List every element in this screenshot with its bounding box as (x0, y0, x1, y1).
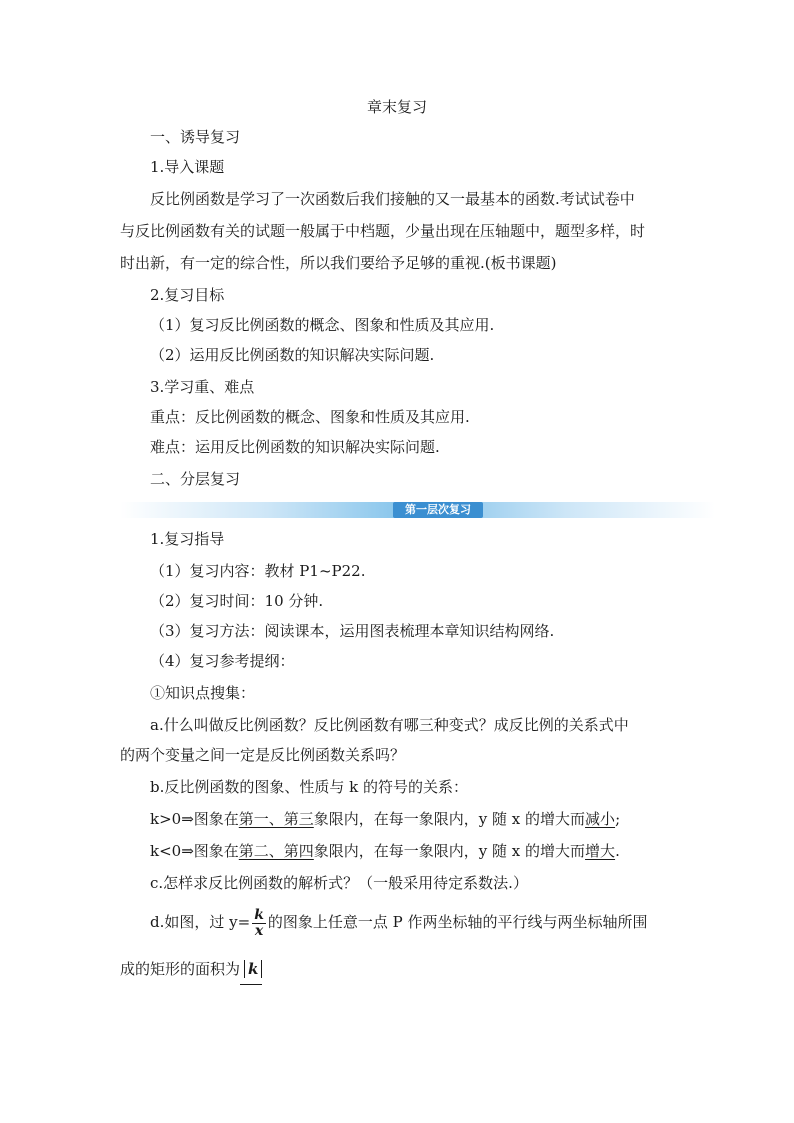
goal-item: （1）复习反比例函数的概念、图象和性质及其应用. (150, 316, 495, 334)
guide-item: （1）复习内容：教材 P1~P22. (150, 562, 366, 580)
subsection-heading: 1.复习指导 (150, 530, 225, 548)
question-c: c.怎样求反比例函数的解析式？（一般采用待定系数法.） (150, 874, 528, 892)
answer-blank (240, 958, 262, 985)
key-point: 重点：反比例函数的概念、图象和性质及其应用. (150, 408, 470, 426)
section-heading: 二、分层复习 (150, 470, 241, 488)
guide-item: （3）复习方法：阅读课本，运用图表梳理本章知识结构网络. (150, 622, 555, 640)
k-negative-line (150, 840, 620, 862)
question-d-line (120, 958, 262, 985)
abs-k: k (244, 960, 262, 978)
subsection-heading: 1.导入课题 (150, 158, 225, 176)
text-segment: k>0⇒图象在 (150, 810, 239, 828)
answer-trend: 减小 (585, 810, 616, 828)
level-banner-label: 第一层次复习 (393, 502, 483, 518)
guide-item: （2）复习时间：10 分钟. (150, 592, 324, 610)
text-segment: 象限内，在每一象限内，y 随 x 的增大而 (313, 810, 586, 828)
fraction-k-over-x (252, 908, 266, 939)
text-segment: 的图象上任意一点 P 作两坐标轴的平行线与两坐标轴所围 (267, 913, 648, 931)
answer-quadrants: 第一、第三 (238, 810, 314, 828)
question-a-line: 的两个变量之间一定是反比例函数关系吗？ (120, 746, 406, 764)
paragraph-line: 反比例函数是学习了一次函数后我们接触的又一最基本的函数.考试试卷中 (150, 190, 635, 208)
fraction-numerator: k (254, 906, 264, 923)
answer-trend: 增大 (585, 842, 616, 860)
fraction-denominator: x (254, 922, 264, 939)
k-positive-line (150, 808, 620, 830)
difficult-point: 难点：运用反比例函数的知识解决实际问题. (150, 438, 440, 456)
text-segment: k<0⇒图象在 (150, 842, 239, 860)
guide-item: （4）复习参考提纲： (150, 652, 295, 670)
section-heading: 一、诱导复习 (150, 128, 241, 146)
text-segment: 象限内，在每一象限内，y 随 x 的增大而 (313, 842, 586, 860)
knowledge-heading: ①知识点搜集： (150, 684, 256, 702)
question-a-line: a.什么叫做反比例函数？反比例函数有哪三种变式？成反比例的关系式中 (150, 716, 629, 734)
goal-item: （2）运用反比例函数的知识解决实际问题. (150, 346, 435, 364)
answer-quadrants: 第二、第四 (238, 842, 314, 860)
text-segment: . (615, 842, 620, 860)
paragraph-line: 时出新，有一定的综合性，所以我们要给予足够的重视.(板书课题) (120, 254, 557, 272)
question-d-line (150, 904, 648, 940)
subsection-heading: 2.复习目标 (150, 286, 225, 304)
text-segment: 成的矩形的面积为 (120, 960, 241, 978)
text-segment: d.如图，过 y= (150, 913, 251, 931)
subsection-heading: 3.学习重、难点 (150, 378, 255, 396)
paragraph-line: 与反比例函数有关的试题一般属于中档题，少量出现在压轴题中，题型多样，时 (120, 222, 646, 240)
question-b: b.反比例函数的图象、性质与 k 的符号的关系： (150, 778, 468, 796)
page-title: 章末复习 (366, 98, 427, 116)
text-segment: ; (615, 810, 621, 828)
